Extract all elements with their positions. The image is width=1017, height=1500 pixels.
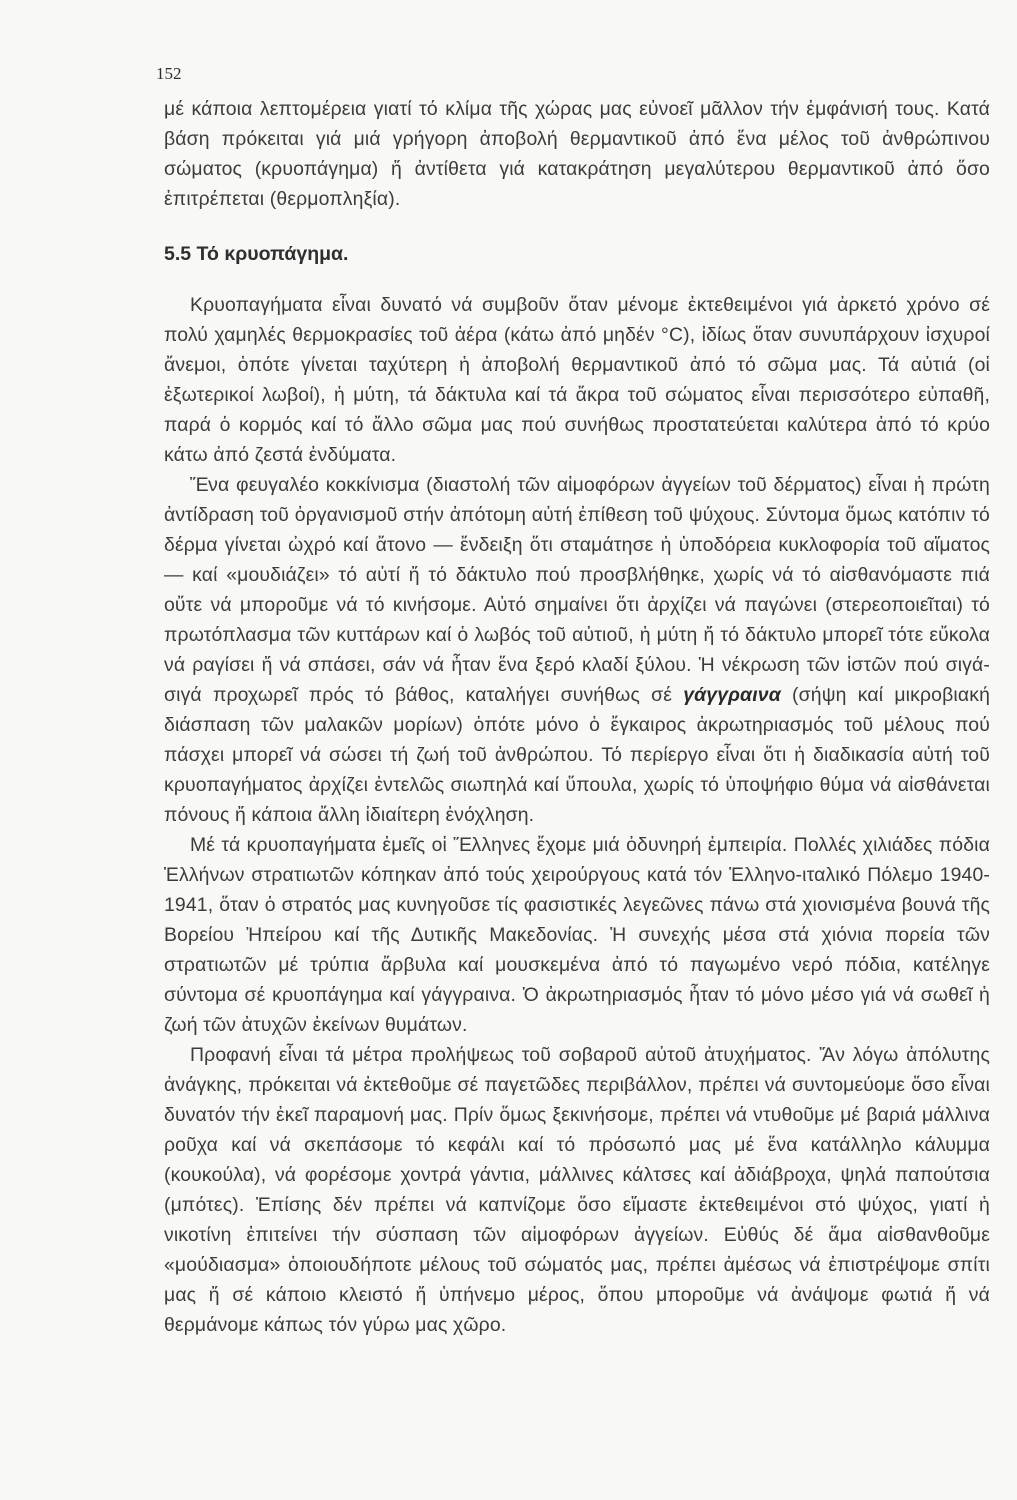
paragraph-3: Μέ τά κρυοπαγήματα ἐμεῖς οἱ Ἕλληνες ἔχομε μιά ὀδυνηρή ἐμπειρία. Πολλές χιλιάδες πόδια Ἑλλήνων στρατιωτῶν κόπηκαν ἀπό τούς χειρούργους κατά τόν Ἑλληνο-ιταλικό Πόλεμο 1940-1941, ὅταν ὁ στρατός μας κυνηγοῦσε τίς φασιστικές λεγεῶνες πάνω στά χιονισμένα βουνά τῆς Βορείου Ἠπείρου καί τῆς Δυτικῆς Μακεδονίας. Ἡ συνεχής μέσα στά χιόνια πορεία τῶν στρατιωτῶν μέ τρύπια ἄρβυλα καί μουσκεμένα ἀπό τό παγωμένο νερό πόδια, κατέληγε σύντομα σέ κρυοπάγημα καί γάγγραινα. Ὁ ἀκρωτηριασμός ἦταν τό μόνο μέσο γιά νά σωθεῖ ἡ ζωή τῶν ἀτυχῶν ἐκείνων θυμάτων. (164, 834, 990, 1036)
intro-paragraph: μέ κάποια λεπτομέρεια γιατί τό κλίμα τῆς χώρας μας εὐνοεῖ μᾶλλον τήν ἐμφάνισή τους. Κατά βάση πρόκειται γιά μιά γρήγορη ἀποβολή θερμαντικοῦ ἀπό ἕνα μέλος τοῦ ἀνθρώπινου σώματος (κρυοπάγημα) ἤ ἀντίθετα γιά κατακράτηση μεγαλύτερου θερμαντικοῦ ἀπό ὅσο ἐπιτρέπεται (θερμοπληξία). (164, 98, 990, 210)
paragraph-2-text-start: Ἕνα φευγαλέο κοκκίνισμα (διαστολή τῶν αἱμοφόρων ἀγγείων τοῦ δέρματος) εἶναι ἡ πρώτη ἀντίδραση τοῦ ὀργανισμοῦ στήν ἀπότομη αὐτή ἐπίθεση τοῦ ψύχους. Σύντομα ὅμως κατόπιν τό δέρμα γίνεται ὠχρό καί ἄτονο — ἔνδειξη ὅτι σταμάτησε ἡ ὑποδόρεια κυκλοφορία τοῦ αἵματος — καί «μουδιάζει» τό αὐτί ἤ τό δάκτυλο πού προσβλήθηκε, χωρίς νά τό αἰσθανόμαστε πιά οὔτε νά μποροῦμε νά τό κινήσομε. Αὐτό σημαίνει ὅτι ἀρχίζει νά παγώνει (στερεοποιεῖται) τό πρωτόπλασμα τῶν κυττάρων καί ὁ λωβός τοῦ αὐτιοῦ, ἡ μύτη ἤ τό δάκτυλο μπορεῖ τότε εὔκολα νά ραγίσει ἤ νά σπάσει, σάν νά ἦταν ἕνα ξερό κλαδί ξύλου. Ἡ νέκρωση τῶν ἱστῶν πού σιγά-σιγά προχωρεῖ πρός τό βάθος, καταλήγει συνήθως σέ (164, 474, 990, 706)
section-body (164, 290, 990, 1340)
emphasized-term: γάγγραινα (683, 684, 781, 706)
page-number: 152 (156, 64, 182, 83)
paragraph-2 (164, 470, 990, 830)
paragraph-4: Προφανή εἶναι τά μέτρα προλήψεως τοῦ σοβαροῦ αὐτοῦ ἀτυχήματος. Ἄν λόγω ἀπόλυτης ἀνάγκης, πρόκειται νά ἐκτεθοῦμε σέ παγετῶδες περιβάλλον, πρέπει νά συντομεύομε ὅσο εἶναι δυνατόν τήν ἐκεῖ παραμονή μας. Πρίν ὅμως ξεκινήσομε, πρέπει νά ντυθοῦμε μέ βαριά μάλλινα ροῦχα καί νά σκεπάσομε τό κεφάλι καί τό πρόσωπό μας μέ ἕνα κατάλληλο κάλυμμα (κουκούλα), νά φορέσομε χοντρά γάντια, μάλλινες κάλτσες καί ἀδιάβροχα, ψηλά παπούτσια (μπότες). Ἐπίσης δέν πρέπει νά καπνίζομε ὅσο εἴμαστε ἐκτεθειμένοι στό ψύχος, γιατί ἡ νικοτίνη ἐπιτείνει τήν σύσπαση τῶν αἱμοφόρων ἀγγείων. Εὐθύς δέ ἅμα αἰσθανθοῦμε «μούδιασμα» ὁποιουδήποτε μέλους τοῦ σώματός μας, πρέπει ἀμέσως νά ἐπιστρέψομε σπίτι μας ἤ σέ κάποιο κλειστό ἤ ὑπήνεμο μέρος, ὅπου μποροῦμε νά ἀνάψομε φωτιά ἤ νά θερμάνομε κάπως τόν γύρω μας χῶρο. (164, 1044, 990, 1336)
paragraph-2-text-end: (σήψη καί μικροβιακή διάσπαση τῶν μαλακῶν μορίων) ὁπότε μόνο ὁ ἔγκαιρος ἀκρωτηριασμός τοῦ μέλους πού πάσχει μπορεῖ νά σώσει τή ζωή τοῦ ἀνθρώπου. Τό περίεργο εἶναι ὅτι ἡ διαδικασία αὐτή τοῦ κρυοπαγήματος ἀρχίζει ἐντελῶς σιωπηλά καί ὕπουλα, χωρίς τό ὑποψήφιο θύμα νά αἰσθάνεται πόνους ἤ κάποια ἄλλη ἰδιαίτερη ἐνόχληση. (164, 684, 991, 826)
section-heading: 5.5 Τό κρυοπάγημα. (164, 243, 349, 265)
intro-paragraph-block (164, 94, 990, 214)
paragraph-1: Κρυοπαγήματα εἶναι δυνατό νά συμβοῦν ὅταν μένομε ἐκτεθειμένοι γιά ἀρκετό χρόνο σέ πολύ χαμηλές θερμοκρασίες τοῦ ἀέρα (κάτω ἀπό μηδέν °C), ἰδίως ὅταν συνυπάρχουν ἰσχυροί ἄνεμοι, ὁπότε γίνεται ταχύτερη ἡ ἀποβολή θερμαντικοῦ ἀπό τό σῶμα μας. Τά αὐτιά (οἱ ἐξωτερικοί λωβοί), ἡ μύτη, τά δάκτυλα καί τά ἄκρα τοῦ σώματος εἶναι περισσότερο εὐπαθῆ, παρά ὁ κορμός καί τό ἄλλο σῶμα μας πού συνήθως προστατεύεται καλύτερα ἀπό τό κρύο κάτω ἀπό ζεστά ἐνδύματα. (164, 294, 990, 466)
